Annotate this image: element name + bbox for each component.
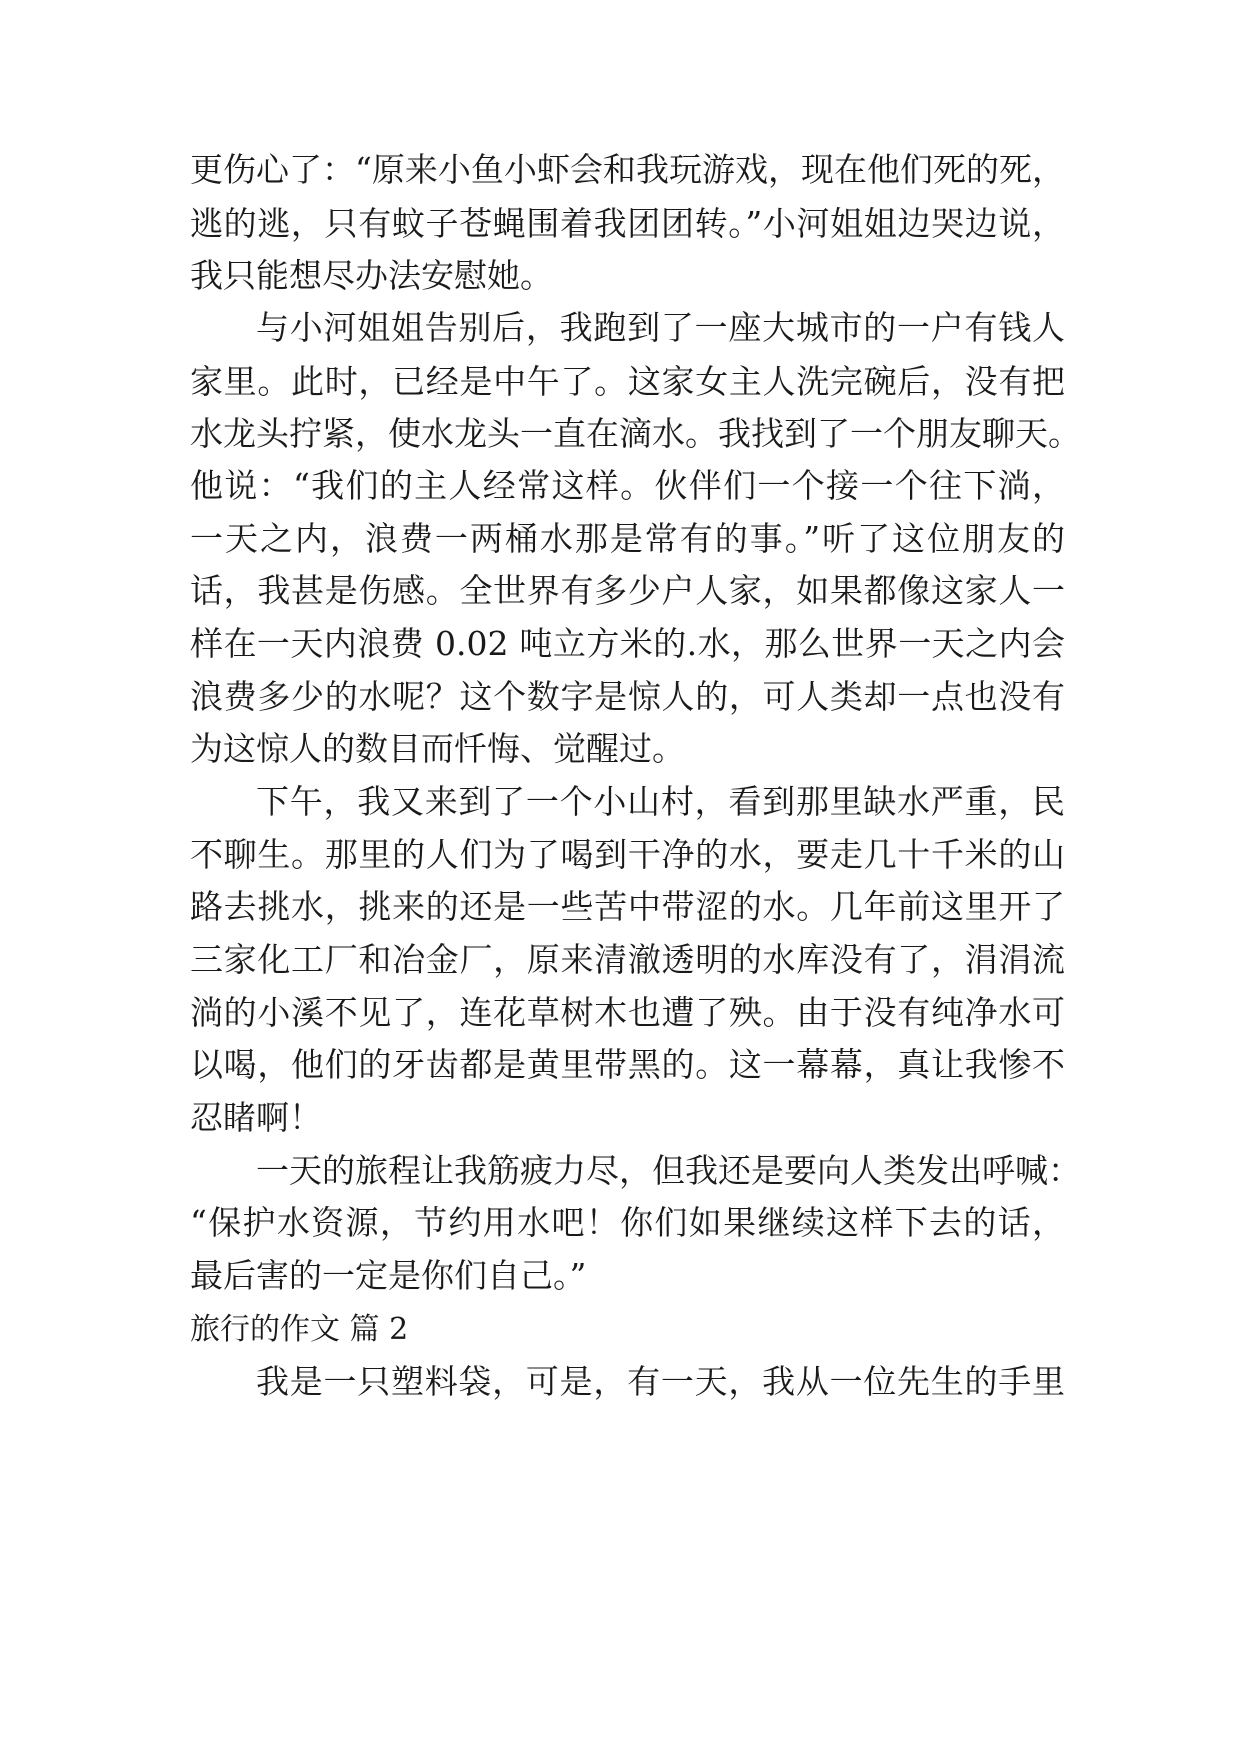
text-line: 路去挑水，挑来的还是一些苦中带涩的水。几年前这里开了 <box>190 887 1065 926</box>
text-line: 我只能想尽办法安慰她。 <box>190 256 553 295</box>
text-line: 浪费多少的水呢？这个数字是惊人的，可人类却一点也没有 <box>190 677 1065 716</box>
text-line: 忍睹啊！ <box>190 1098 322 1137</box>
text-line: 不聊生。那里的人们为了喝到干净的水，要走几十千米的山 <box>190 835 1065 874</box>
text-line: 样在一天内浪费 0.02 吨立方米的.水，那么世界一天之内会 <box>190 624 1065 663</box>
text-line: 水龙头拧紧，使水龙头一直在滴水。我找到了一个朋友聊天。 <box>190 414 1081 453</box>
section-heading: 旅行的作文 篇 2 <box>190 1312 409 1347</box>
text-line: 逃的逃，只有蚊子苍蝇围着我团团转。”小河姐姐边哭边说， <box>190 204 1065 243</box>
text-line: 最后害的一定是你们自己。” <box>190 1256 587 1295</box>
text-line: 三家化工厂和冶金厂，原来清澈透明的水库没有了，涓涓流 <box>190 940 1065 979</box>
text-line: 淌的小溪不见了，连花草树木也遭了殃。由于没有纯净水可 <box>190 993 1065 1032</box>
text-line: 以喝，他们的牙齿都是黄里带黑的。这一幕幕，真让我惨不 <box>190 1045 1065 1084</box>
paragraph-first-line: 一天的旅程让我筋疲力尽，但我还是要向人类发出呼喊： <box>256 1151 1081 1190</box>
text-line: 更伤心了：“原来小鱼小虾会和我玩游戏，现在他们死的死， <box>190 150 1065 189</box>
text-line: 家里。此时，已经是中午了。这家女主人洗完碗后，没有把 <box>190 362 1065 401</box>
paragraph-first-line: 我是一只塑料袋，可是，有一天，我从一位先生的手里 <box>256 1362 1065 1401</box>
paragraph-first-line: 下午，我又来到了一个小山村，看到那里缺水严重，民 <box>256 782 1065 821</box>
text-line: 为这惊人的数目而忏悔、觉醒过。 <box>190 729 685 768</box>
text-line: “保护水资源，节约用水吧！你们如果继续这样下去的话， <box>190 1203 1065 1242</box>
text-line: 一天之内，浪费一两桶水那是常有的事。”听了这位朋友的 <box>190 519 1065 558</box>
text-line: 话，我甚是伤感。全世界有多少户人家，如果都像这家人一 <box>190 571 1065 610</box>
text-line: 他说：“我们的主人经常这样。伙伴们一个接一个往下淌， <box>190 466 1065 505</box>
paragraph-first-line: 与小河姐姐告别后，我跑到了一座大城市的一户有钱人 <box>256 308 1065 347</box>
